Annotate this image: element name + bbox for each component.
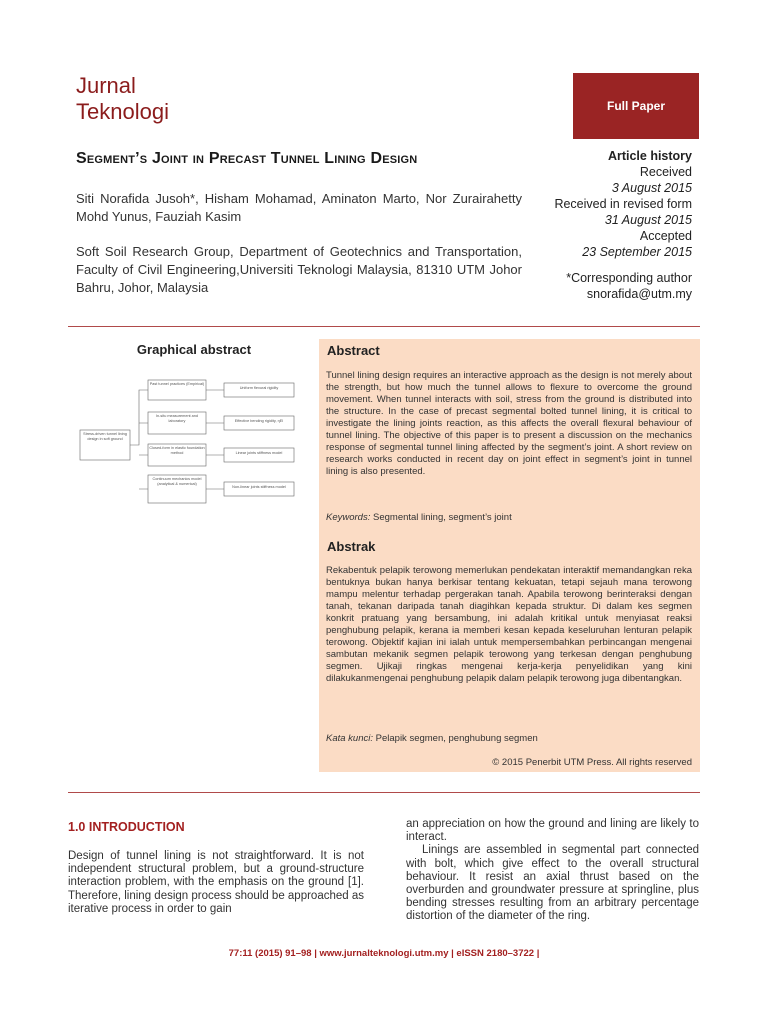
introduction-right-paragraph-2: Linings are assembled in segmental part connected with bolt, which give effect to the overall structural behaviour. It resist an axial thrust based on the overburden and groundwater pressure at springline, plus bending stresses resulting from an arbitrary percentage distortion of the diameter of the ring. — [406, 844, 699, 923]
article-history — [522, 148, 692, 302]
page-footer: 77:11 (2015) 91–98 | www.jurnalteknologi.utm.my | eISSN 2180–3722 | — [228, 948, 540, 959]
abstract-text: Tunnel lining design requires an interactive approach as the design is not merely about the strength, but how much the tunnel allows to flexure to overcome the ground movement. When tunnel interacts with soil, stress from the ground is distributed into the structure. In the case of precast segmental bolted tunnel lining, it is critical to investigate the lining joints reaction, as this affects the overall flexural behaviour of tunnel lining. The objective of this paper is to present a discussion on the mechanics response of segmental tunnel lining affected by the segment’s joint. A short review on research works conducted in recent day on joint effect in segment’s joint in tunnel lining is also presented. — [326, 370, 692, 477]
graphical-abstract-diagram — [76, 374, 312, 506]
abstrak-keywords — [326, 733, 692, 744]
approach-text-4: Continuum mechanics model (analytical & numerical) — [152, 477, 202, 486]
introduction-left-paragraph: Design of tunnel lining is not straightforward. It is not independent structural problem, but a ground-structure interaction problem, with the emphasis on the ground [1]. Therefore, lining design process should be approached as iterative process in order to gain — [68, 850, 364, 915]
journal-title-line2: Teknologi — [76, 99, 169, 124]
corresponding-author-label: *Corresponding author — [566, 271, 692, 285]
paper-title: Segment’s Joint in Precast Tunnel Lining Design — [76, 150, 418, 167]
accepted-date: 23 September 2015 — [582, 245, 692, 259]
model-text-4: Non-linear joints stiffness model — [232, 485, 286, 489]
approach-text-3: Closed-form in elastic foundation method — [149, 446, 205, 455]
corresponding-email[interactable]: snorafida@utm.my — [586, 287, 692, 301]
paper-type-label: Full Paper — [606, 99, 665, 113]
introduction-heading: 1.0 INTRODUCTION — [68, 820, 185, 834]
received-label: Received — [639, 165, 692, 179]
introduction-right-paragraph-1: an appreciation on how the ground and lining are likely to interact. — [406, 818, 699, 844]
approach-text-1: Past tunnel practices (Empirical) — [149, 382, 205, 386]
revised-label: Received in revised form — [554, 197, 692, 211]
abstract-keywords — [326, 512, 692, 523]
introduction-right-column — [406, 818, 699, 924]
kata-kunci-label: Kata kunci: — [326, 733, 373, 744]
abstrak-heading: Abstrak — [327, 539, 376, 554]
divider-top — [68, 326, 700, 327]
keywords-label: Keywords: — [326, 512, 371, 523]
abstract-panel — [319, 339, 700, 772]
paper-type-badge — [573, 73, 699, 139]
copyright-notice: © 2015 Penerbit UTM Press. All rights reserved — [492, 757, 692, 768]
abstract-heading: Abstract — [327, 343, 380, 358]
kata-kunci-value: Pelapik segmen, penghubung segmen — [375, 733, 538, 744]
revised-date: 31 August 2015 — [604, 213, 692, 227]
model-text-3: Linear joints stiffness model — [235, 451, 283, 455]
article-history-title: Article history — [607, 149, 692, 163]
divider-bottom — [68, 792, 700, 793]
journal-title — [76, 73, 169, 125]
author-list: Siti Norafida Jusoh*, Hisham Mohamad, Aminaton Marto, Nor Zurairahetty Mohd Yunus, Fauziah Kasim — [76, 191, 522, 224]
model-text-1: Uniform flexural rigidity — [239, 386, 279, 390]
approach-text-2: In-situ measurement and laboratory — [156, 414, 198, 423]
received-date: 3 August 2015 — [611, 181, 692, 195]
journal-title-line1: Jurnal — [76, 73, 136, 98]
graphical-abstract-title: Graphical abstract — [136, 342, 252, 357]
keywords-value: Segmental lining, segment’s joint — [373, 512, 512, 523]
accepted-label: Accepted — [639, 229, 692, 243]
root-box-text: Stress-driven tunnel lining design in soft ground — [83, 432, 127, 441]
abstrak-text: Rekabentuk pelapik terowong memerlukan pendekatan interaktif memandangkan reka bentuknya bukan hanya berkisar tentang kekuatan, tetapi sejauh mana terowong mampu melentur terhadap pergerakan tanah. Apabila terowong berinteraksi dengan tanah, tekanan daripada tanah diagihkan kepada struktur. Di dalam kes segmen konkrit pratuang yang bersambung, ini adalah kritikal untuk menyiasat reaksi penghubung pelapik, kerana ia memberi kesan kepada keseluruhan lenturan pelapik terowong. Objektif kajian ini ialah untuk mempersembahkan perbincangan mengenai sambutan mekanik segmen pelapik terowong yang terkesan dengan penghubung segmen. Ujikaji ringkas mengenai kerja-kerja penyelidikan yang kini dilakukanmengenai penghubung pelapik dalam pelapik terowong juga dibentangkan. — [326, 565, 692, 684]
model-text-2: Effective bending rigidity, ηEI — [234, 419, 284, 423]
affiliation: Soft Soil Research Group, Department of Geotechnics and Transportation, Faculty of Civil Engineering,Universiti Teknologi Malaysia, 81310 UTM Johor Bahru, Johor, Malaysia — [76, 244, 522, 295]
